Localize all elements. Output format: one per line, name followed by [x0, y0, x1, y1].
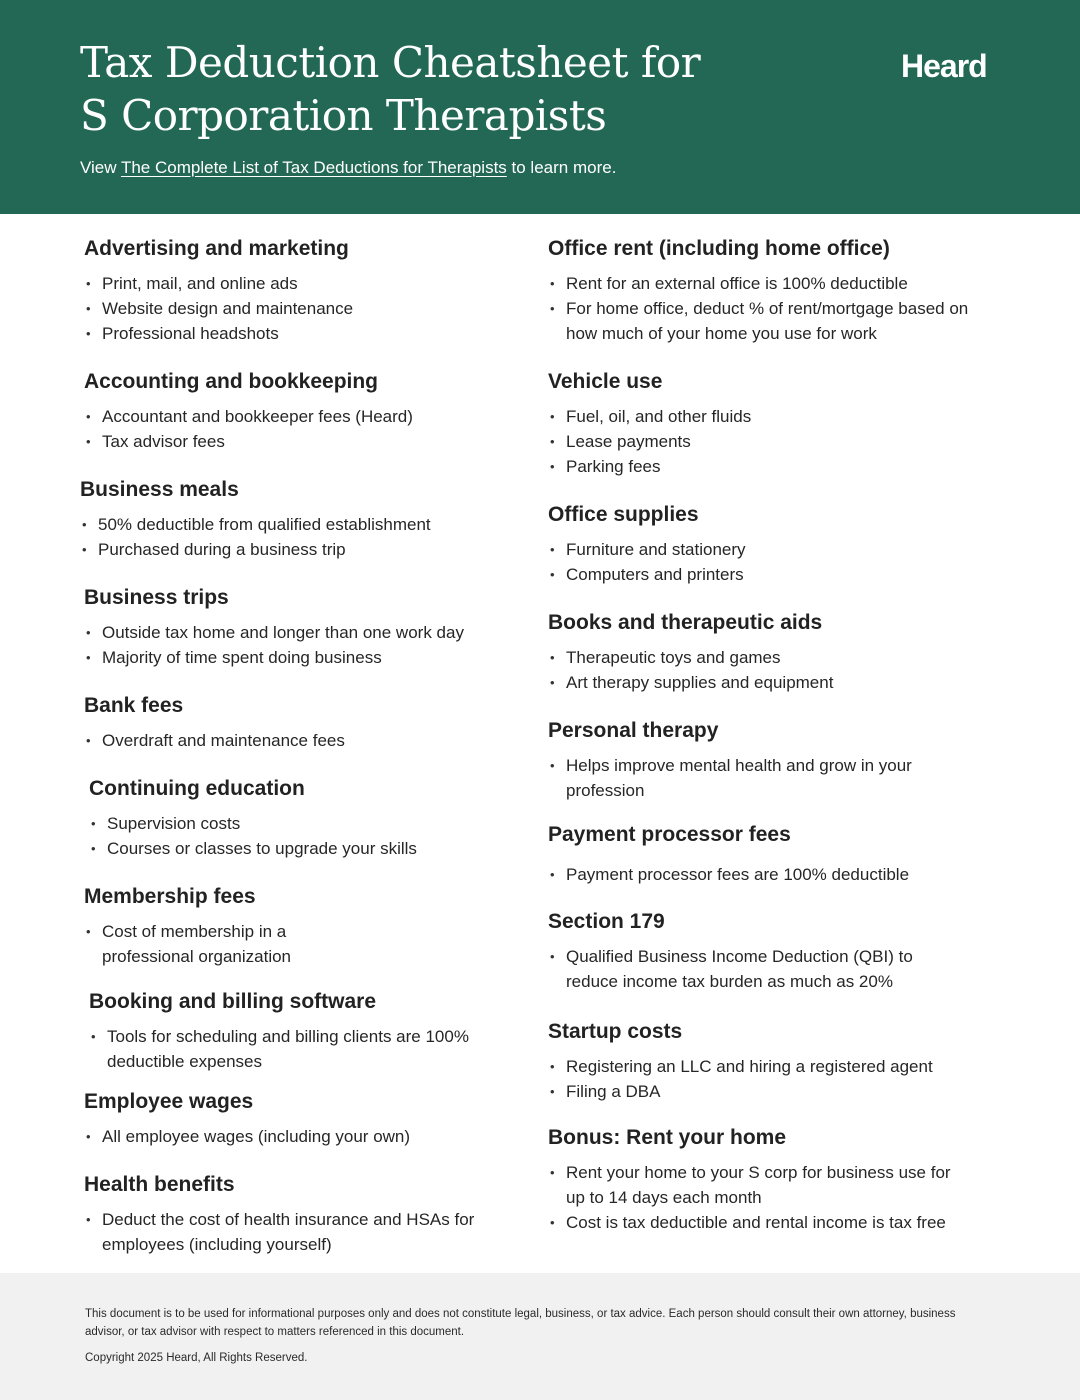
section-heading: Personal therapy [548, 719, 719, 742]
list-item: • Courses or classes to upgrade your skills [89, 836, 529, 861]
list-item: • Deduct the cost of health insurance and HSAs for employees (including yourself) [84, 1207, 524, 1257]
section-office-rent [548, 236, 998, 346]
section-personal-therapy [548, 718, 958, 803]
section-heading: Office supplies [548, 503, 699, 526]
section-heading: Books and therapeutic aids [548, 611, 823, 634]
list-item: • Furniture and stationery [548, 537, 998, 562]
list-item: • Art therapy supplies and equipment [548, 670, 998, 695]
section-health-benefits [84, 1172, 524, 1257]
list-item: • Filing a DBA [548, 1079, 998, 1104]
list-item: • Overdraft and maintenance fees [84, 728, 524, 753]
section-heading: Bank fees [84, 694, 184, 717]
section-heading: Continuing education [89, 777, 305, 800]
section-membership-fees [84, 884, 324, 969]
section-heading: Bonus: Rent your home [548, 1126, 787, 1149]
list-item: • Majority of time spent doing business [84, 645, 524, 670]
copyright-text: Copyright 2025 Heard, All Rights Reserved. [85, 1352, 308, 1364]
list-item: • Tools for scheduling and billing clients are 100% deductible expenses [89, 1024, 469, 1074]
list-item: • For home office, deduct % of rent/mortgage based on how much of your home you use for work [548, 296, 998, 346]
list-item: • Outside tax home and longer than one work day [84, 620, 524, 645]
list-item: • Accountant and bookkeeper fees (Heard) [84, 404, 524, 429]
footer [0, 1273, 1080, 1400]
section-179 [548, 909, 953, 994]
section-office-supplies [548, 502, 998, 587]
list-item: • Therapeutic toys and games [548, 645, 998, 670]
section-business-trips [84, 585, 524, 670]
section-heading: Booking and billing software [89, 990, 377, 1013]
list-item: • Tax advisor fees [84, 429, 524, 454]
list-item: • Registering an LLC and hiring a registered agent [548, 1054, 998, 1079]
list-item: • Supervision costs [89, 811, 529, 836]
header-banner [0, 0, 1080, 214]
title-line-1: Tax Deduction Cheatsheet for [80, 38, 701, 87]
section-bonus-rent-home [548, 1125, 958, 1235]
subtitle-prefix: View [80, 158, 121, 177]
list-item: • Print, mail, and online ads [84, 271, 524, 296]
list-item: • Lease payments [548, 429, 998, 454]
section-heading: Employee wages [84, 1090, 254, 1113]
section-heading: Accounting and bookkeeping [84, 370, 379, 393]
list-item: • Parking fees [548, 454, 998, 479]
list-item: • Purchased during a business trip [80, 537, 520, 562]
section-books-therapeutic-aids [548, 610, 998, 695]
section-continuing-education [89, 776, 529, 861]
section-booking-billing [89, 989, 469, 1074]
list-item: • Rent for an external office is 100% deductible [548, 271, 998, 296]
list-item: • All employee wages (including your own) [84, 1124, 524, 1149]
section-heading: Startup costs [548, 1020, 683, 1043]
list-item: • Computers and printers [548, 562, 998, 587]
subtitle-suffix: to learn more. [506, 158, 617, 177]
section-heading: Vehicle use [548, 370, 663, 393]
section-business-meals [80, 477, 520, 562]
section-heading: Section 179 [548, 910, 665, 933]
section-startup-costs [548, 1019, 998, 1104]
list-item: • Rent your home to your S corp for business use for up to 14 days each month [548, 1160, 958, 1210]
section-heading: Health benefits [84, 1173, 235, 1196]
section-employee-wages [84, 1089, 524, 1149]
section-heading: Advertising and marketing [84, 237, 349, 260]
list-item: • 50% deductible from qualified establishment [80, 512, 520, 537]
section-heading: Payment processor fees [548, 823, 791, 846]
list-item: • Qualified Business Income Deduction (QBI) to reduce income tax burden as much as 20% [548, 944, 953, 994]
heard-logo: Heard [901, 48, 987, 84]
section-accounting [84, 369, 524, 454]
list-item: • Helps improve mental health and grow in your profession [548, 753, 958, 803]
list-item: • Cost is tax deductible and rental income is tax free [548, 1210, 958, 1235]
section-heading: Business meals [80, 478, 239, 501]
list-item: • Cost of membership in a professional organization [84, 919, 324, 969]
list-item: • Payment processor fees are 100% deductible [548, 862, 998, 887]
complete-list-link[interactable]: The Complete List of Tax Deductions for Therapists [120, 158, 507, 177]
section-advertising [84, 236, 524, 346]
list-item: • Website design and maintenance [84, 296, 524, 321]
list-item: • Fuel, oil, and other fluids [548, 404, 998, 429]
disclaimer-text: This document is to be used for informational purposes only and does not constitute legal, business, or tax advice. Each person should consult their own attorney, business advisor, or tax advisor with respect to matters referenced in this document. [85, 1308, 956, 1338]
section-heading: Office rent (including home office) [548, 237, 890, 260]
page-title [80, 36, 720, 142]
list-item: • Professional headshots [84, 321, 524, 346]
section-heading: Business trips [84, 586, 229, 609]
subtitle [80, 156, 616, 180]
section-heading: Membership fees [84, 885, 256, 908]
section-vehicle-use [548, 369, 998, 479]
title-line-2: S Corporation Therapists [80, 91, 607, 140]
section-bank-fees [84, 693, 524, 753]
section-payment-processor [548, 822, 998, 887]
